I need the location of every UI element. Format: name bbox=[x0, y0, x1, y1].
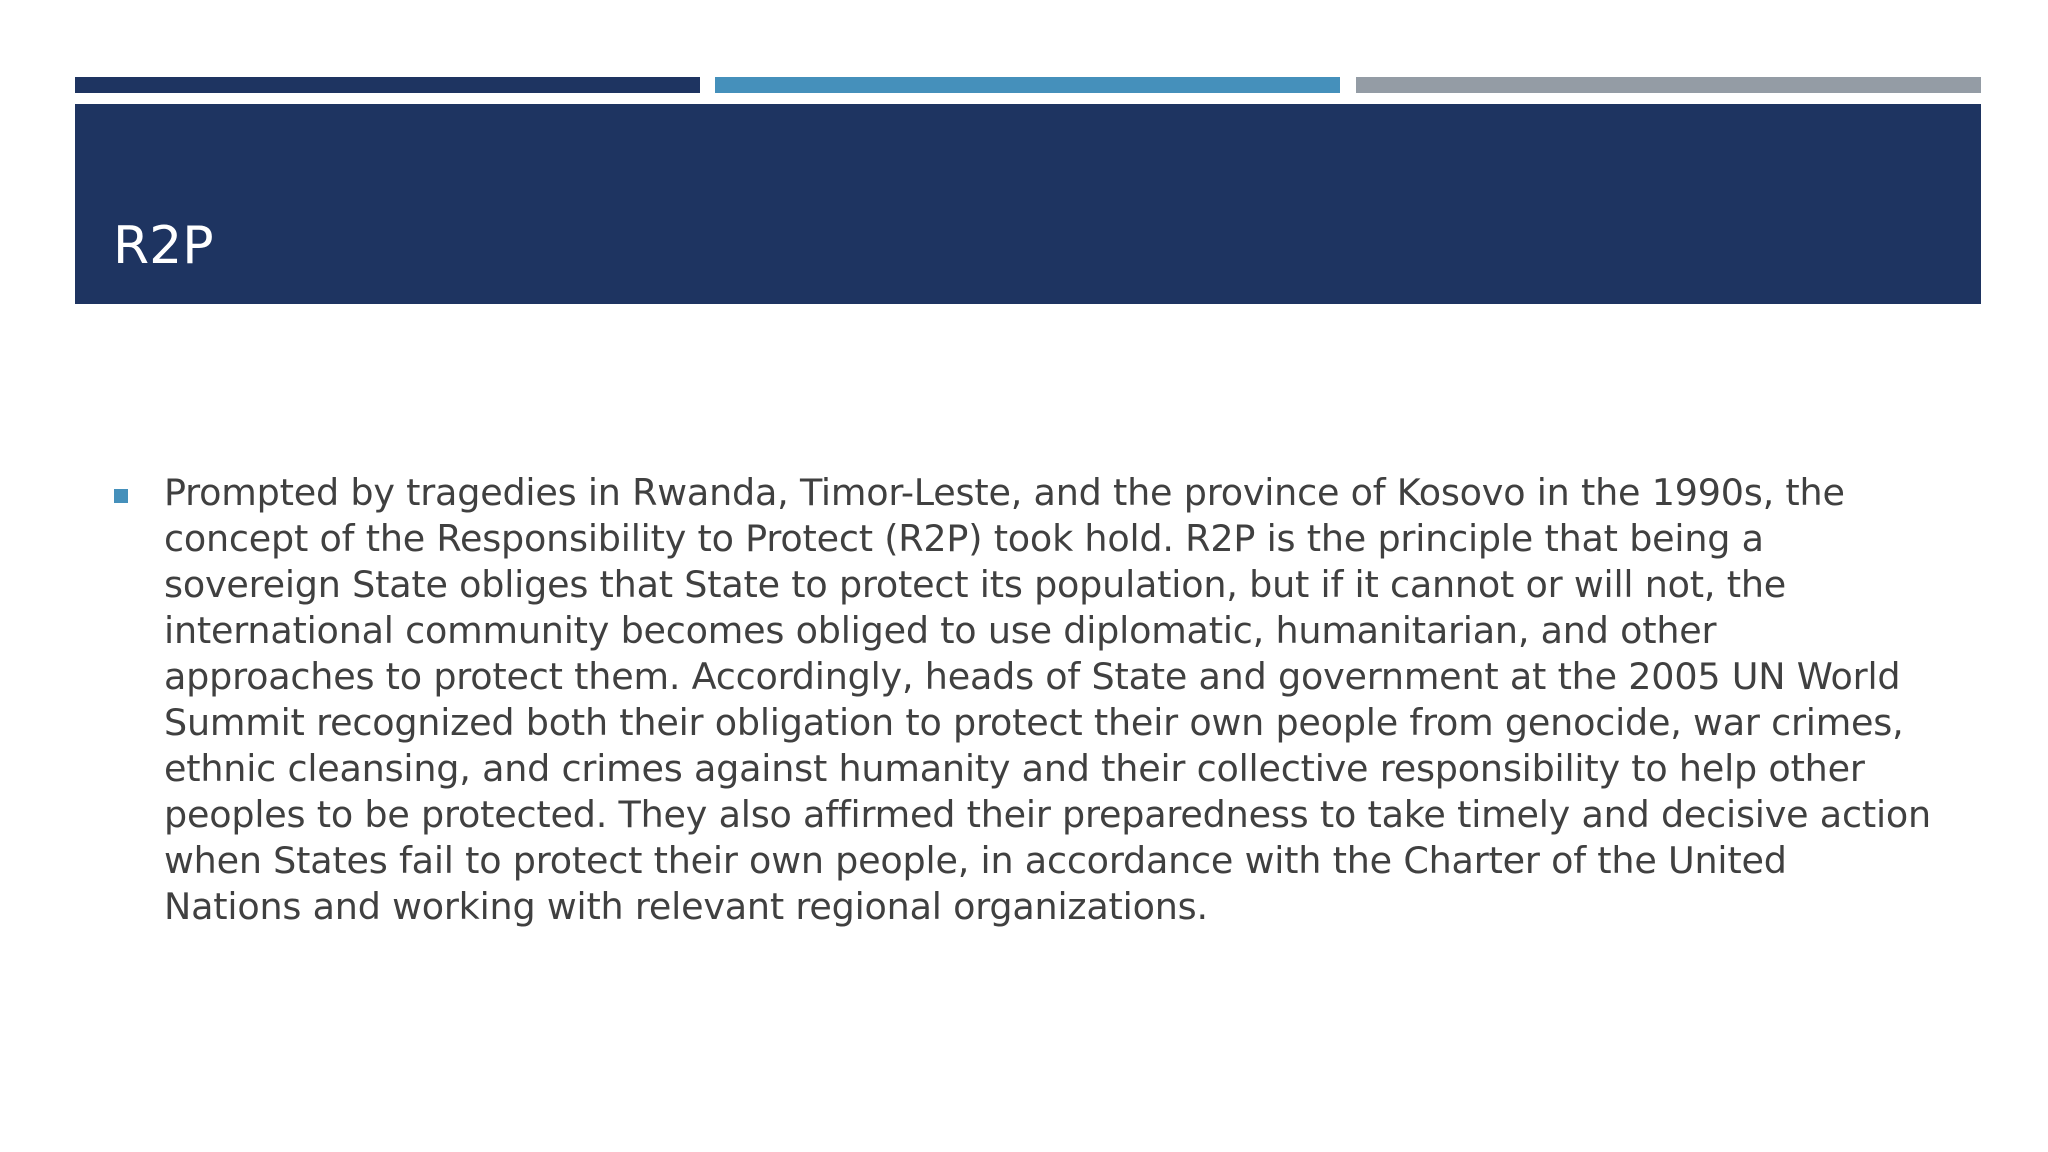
accent-bar-gray bbox=[1356, 77, 1981, 93]
square-bullet-icon bbox=[114, 489, 128, 503]
bullet-text: Prompted by tragedies in Rwanda, Timor-Leste, and the province of Kosovo in the 1990s, the concept of the Responsibility to Protect (R2P) took hold. R2P is the principle that being a sovereign State obliges that State to protect its population, but if it cannot or will not, the international community becomes obliged to use diplomatic, humanitarian, and other approaches to protect them. Accordingly, heads of State and government at the 2005 UN World Summit recognized both their obligation to protect their own people from genocide, war crimes, ethnic cleansing, and crimes against humanity and their collective responsibility to help other peoples to be protected. They also affirmed their preparedness to take timely and decisive action when States fail to protect their own people, in accordance with the Charter of the United Nations and working with relevant regional organizations. bbox=[164, 471, 1931, 928]
accent-bar-dark bbox=[75, 77, 700, 93]
slide-title: R2P bbox=[113, 216, 214, 276]
accent-bar-blue bbox=[715, 77, 1340, 93]
content-area bbox=[114, 470, 1934, 930]
bullet-item bbox=[114, 470, 1934, 930]
title-band bbox=[75, 104, 1981, 304]
